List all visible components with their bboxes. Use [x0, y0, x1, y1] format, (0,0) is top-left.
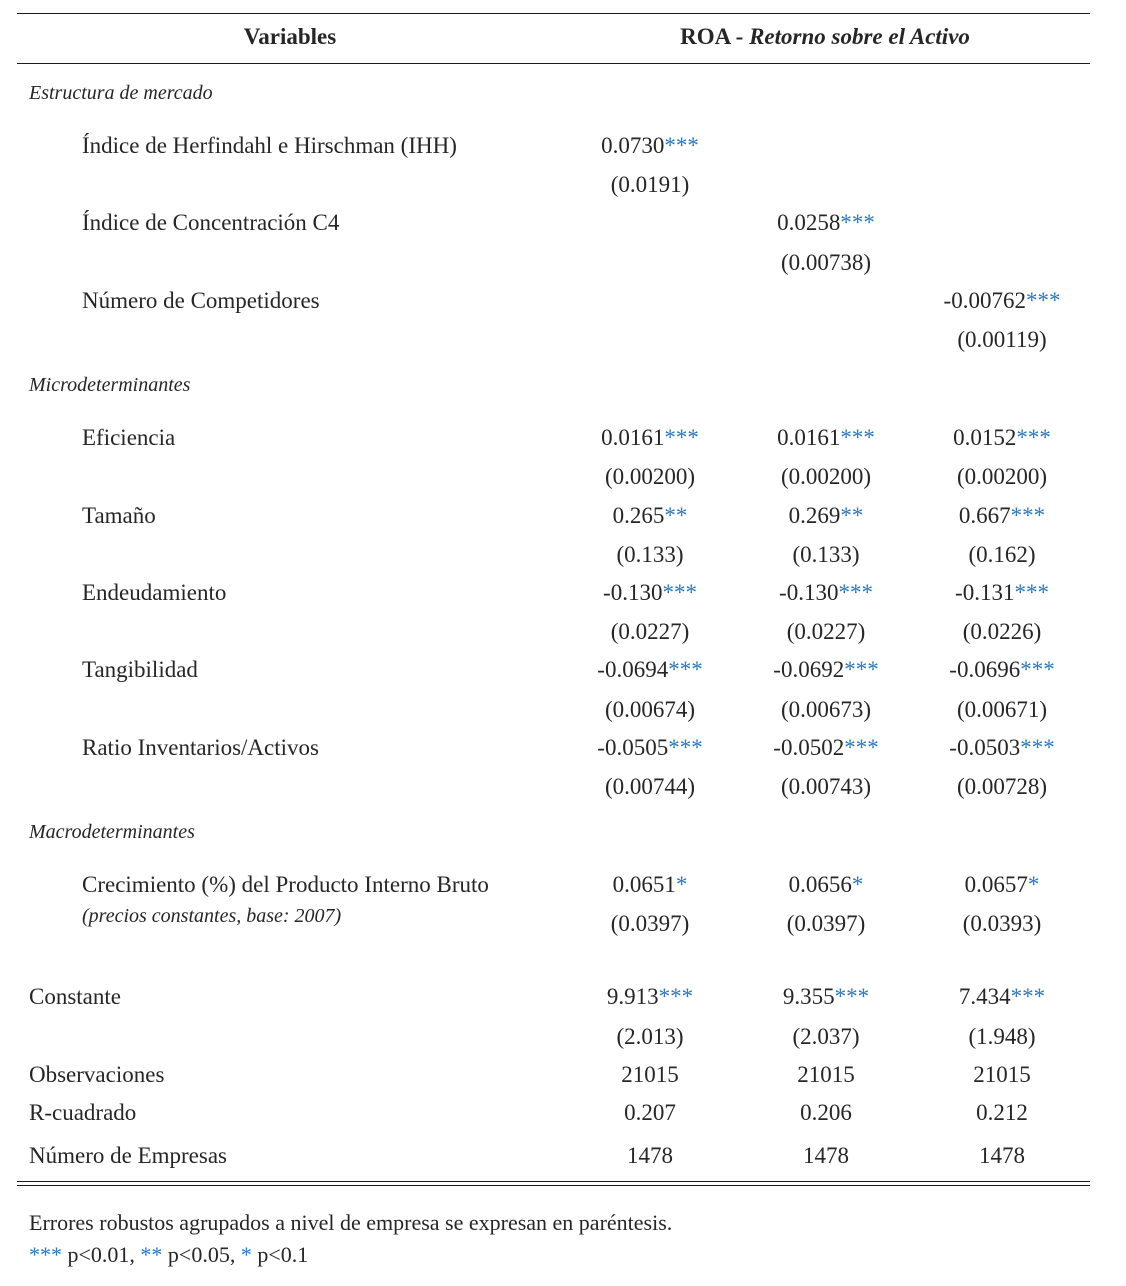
coef-value: 0.0161	[777, 425, 841, 450]
coef-tam-col2	[738, 503, 914, 529]
note-errors: Errores robustos agrupados a nivel de empresa se expresan en paréntesis.	[29, 1210, 673, 1235]
coef-tang-col3	[914, 657, 1090, 683]
coef-value: -0.0694	[597, 657, 669, 682]
coef-value: 1478	[627, 1143, 673, 1168]
stderr-ncomp-col3: (0.00119)	[957, 327, 1047, 352]
coef-value: 0.207	[624, 1100, 676, 1125]
section-estructura: Estructura de mercado	[29, 82, 213, 104]
section-macro: Macrodeterminantes	[29, 821, 195, 843]
note-significance	[29, 1242, 308, 1268]
coef-value: -0.0505	[597, 735, 669, 760]
row-label-inv: Ratio Inventarios/Activos	[82, 735, 319, 760]
section-micro: Microdeterminantes	[29, 374, 191, 396]
coef-ncomp-col3	[914, 288, 1090, 314]
coef-tang-col2	[738, 657, 914, 683]
stderr-tam-col3: (0.162)	[968, 542, 1036, 567]
stderr-pib-col3: (0.0393)	[962, 911, 1042, 936]
stderr-tam-col2: (0.133)	[792, 542, 860, 567]
coef-const-col3	[914, 984, 1090, 1010]
row-label-c4: Índice de Concentración C4	[82, 210, 340, 235]
row-label-nemp: Número de Empresas	[29, 1143, 227, 1168]
coef-value: 1478	[803, 1143, 849, 1168]
row-label-r2: R-cuadrado	[29, 1100, 137, 1125]
coef-tang-col1	[562, 657, 738, 683]
coef-nemp-col3	[914, 1143, 1090, 1169]
significance-stars: ***	[1016, 425, 1051, 450]
significance-stars: ***	[658, 984, 694, 1009]
coef-value: 21015	[973, 1062, 1031, 1087]
coef-obs-col1	[562, 1062, 738, 1088]
coef-value: 0.0161	[601, 425, 665, 450]
stderr-end-col2: (0.0227)	[786, 619, 866, 644]
coef-value: 0.0258	[777, 210, 841, 235]
stderr-ihh-col1: (0.0191)	[610, 172, 690, 197]
stderr-inv-col1: (0.00744)	[604, 774, 696, 799]
stderr-pib-col2: (0.0397)	[786, 911, 866, 936]
coef-value: 9.355	[782, 984, 835, 1009]
coef-value: 0.0152	[953, 425, 1017, 450]
coef-value: 9.913	[606, 984, 659, 1009]
significance-stars: ***	[844, 657, 879, 682]
significance-stars: ***	[1020, 735, 1055, 760]
row-label-tam: Tamaño	[82, 503, 156, 528]
row-label-pib: Crecimiento (%) del Producto Interno Bruto	[82, 872, 489, 897]
coef-efic-col1	[562, 425, 738, 451]
coef-value: 1478	[979, 1143, 1025, 1168]
row-label-end: Endeudamiento	[82, 580, 227, 605]
coef-efic-col3	[914, 425, 1090, 451]
coef-value: -0.0696	[949, 657, 1021, 682]
coef-ihh-col1	[562, 133, 738, 159]
stderr-efic-col2: (0.00200)	[780, 464, 872, 489]
coef-value: 0.0657	[964, 872, 1028, 897]
coef-value: 21015	[621, 1062, 679, 1087]
stderr-efic-col1: (0.00200)	[604, 464, 696, 489]
coef-end-col1	[562, 580, 738, 606]
coef-nemp-col2	[738, 1143, 914, 1169]
stderr-efic-col3: (0.00200)	[956, 464, 1048, 489]
coef-tam-col1	[562, 503, 738, 529]
bottom-rule-1	[17, 1181, 1090, 1182]
stderr-inv-col3: (0.00728)	[956, 774, 1048, 799]
coef-pib-col2	[738, 872, 914, 898]
note-text-1: p<0.01,	[62, 1242, 141, 1267]
coef-obs-col3	[914, 1062, 1090, 1088]
header-roa-prefix: ROA -	[680, 24, 750, 49]
coef-value: -0.00762	[943, 288, 1026, 313]
significance-stars: ***	[840, 210, 875, 235]
row-label-efic: Eficiencia	[82, 425, 176, 450]
note-text-3: p<0.1	[251, 1242, 309, 1267]
coef-const-col2	[738, 984, 914, 1010]
row-label-const: Constante	[29, 984, 121, 1009]
coef-inv-col2	[738, 735, 914, 761]
coef-value: 0.212	[976, 1100, 1028, 1125]
significance-stars: ***	[1020, 657, 1055, 682]
coef-value: 0.667	[958, 503, 1011, 528]
coef-value: 0.0651	[612, 872, 676, 897]
stderr-tang-col2: (0.00673)	[780, 697, 872, 722]
significance-stars: ***	[1010, 984, 1046, 1009]
coef-const-col1	[562, 984, 738, 1010]
significance-stars: ***	[662, 580, 697, 605]
coef-value: -0.130	[603, 580, 663, 605]
significance-stars: ***	[840, 425, 875, 450]
stderr-const-col3: (1.948)	[968, 1024, 1036, 1049]
significance-stars: ***	[668, 735, 703, 760]
coef-value: -0.0502	[773, 735, 845, 760]
significance-stars: ***	[664, 425, 699, 450]
coef-r2-col2	[738, 1100, 914, 1126]
coef-r2-col1	[562, 1100, 738, 1126]
coef-pib-col3	[914, 872, 1090, 898]
stderr-const-col1: (2.013)	[616, 1024, 684, 1049]
significance-stars: **	[840, 503, 864, 528]
coef-nemp-col1	[562, 1143, 738, 1169]
coef-end-col3	[914, 580, 1090, 606]
coef-inv-col3	[914, 735, 1090, 761]
coef-end-col2	[738, 580, 914, 606]
coef-value: -0.130	[779, 580, 839, 605]
coef-pib-col1	[562, 872, 738, 898]
stderr-end-col1: (0.0227)	[610, 619, 690, 644]
stderr-inv-col2: (0.00743)	[780, 774, 872, 799]
coef-value: -0.131	[955, 580, 1015, 605]
coef-c4-col2	[738, 210, 914, 236]
significance-stars: ***	[668, 657, 703, 682]
stderr-c4-col2: (0.00738)	[780, 250, 872, 275]
coef-inv-col1	[562, 735, 738, 761]
coef-efic-col2	[738, 425, 914, 451]
significance-stars: **	[664, 503, 688, 528]
stderr-pib-col1: (0.0397)	[610, 911, 690, 936]
coef-value: 0.269	[788, 503, 841, 528]
row-label-obs: Observaciones	[29, 1062, 165, 1087]
top-rule	[17, 13, 1090, 14]
coef-value: 21015	[797, 1062, 855, 1087]
note-stars-3: *	[240, 1242, 252, 1267]
coef-value: 0.206	[800, 1100, 852, 1125]
stderr-tang-col3: (0.00671)	[956, 697, 1048, 722]
note-text-2: p<0.05,	[162, 1242, 241, 1267]
coef-value: 0.265	[612, 503, 665, 528]
significance-stars: ***	[1014, 580, 1049, 605]
coef-tam-col3	[914, 503, 1090, 529]
row-label-ncomp: Número de Competidores	[82, 288, 320, 313]
header-roa	[560, 24, 1090, 50]
row-sublabel-pib: (precios constantes, base: 2007)	[82, 905, 342, 927]
coef-value: -0.0692	[773, 657, 845, 682]
coef-value: 7.434	[958, 984, 1011, 1009]
row-label-ihh: Índice de Herfindahl e Hirschman (IHH)	[82, 133, 457, 158]
significance-stars: *	[1027, 872, 1040, 897]
row-label-tang: Tangibilidad	[82, 657, 198, 682]
significance-stars: *	[675, 872, 688, 897]
header-roa-italic: Retorno sobre el Activo	[749, 24, 970, 49]
coef-value: -0.0503	[949, 735, 1021, 760]
significance-stars: *	[851, 872, 864, 897]
note-stars-2: **	[140, 1242, 163, 1267]
stderr-tang-col1: (0.00674)	[604, 697, 696, 722]
coef-value: 0.0730	[601, 133, 665, 158]
coef-obs-col2	[738, 1062, 914, 1088]
coef-r2-col3	[914, 1100, 1090, 1126]
significance-stars: ***	[1010, 503, 1046, 528]
coef-value: 0.0656	[788, 872, 852, 897]
header-rule	[17, 63, 1090, 64]
significance-stars: ***	[834, 984, 870, 1009]
bottom-rule-2	[17, 1185, 1090, 1186]
significance-stars: ***	[664, 133, 699, 158]
significance-stars: ***	[1025, 288, 1061, 313]
stderr-end-col3: (0.0226)	[962, 619, 1042, 644]
stderr-const-col2: (2.037)	[792, 1024, 860, 1049]
note-stars-1: ***	[29, 1242, 62, 1267]
significance-stars: ***	[844, 735, 879, 760]
stderr-tam-col1: (0.133)	[616, 542, 684, 567]
header-variables: Variables	[243, 24, 337, 49]
significance-stars: ***	[838, 580, 873, 605]
